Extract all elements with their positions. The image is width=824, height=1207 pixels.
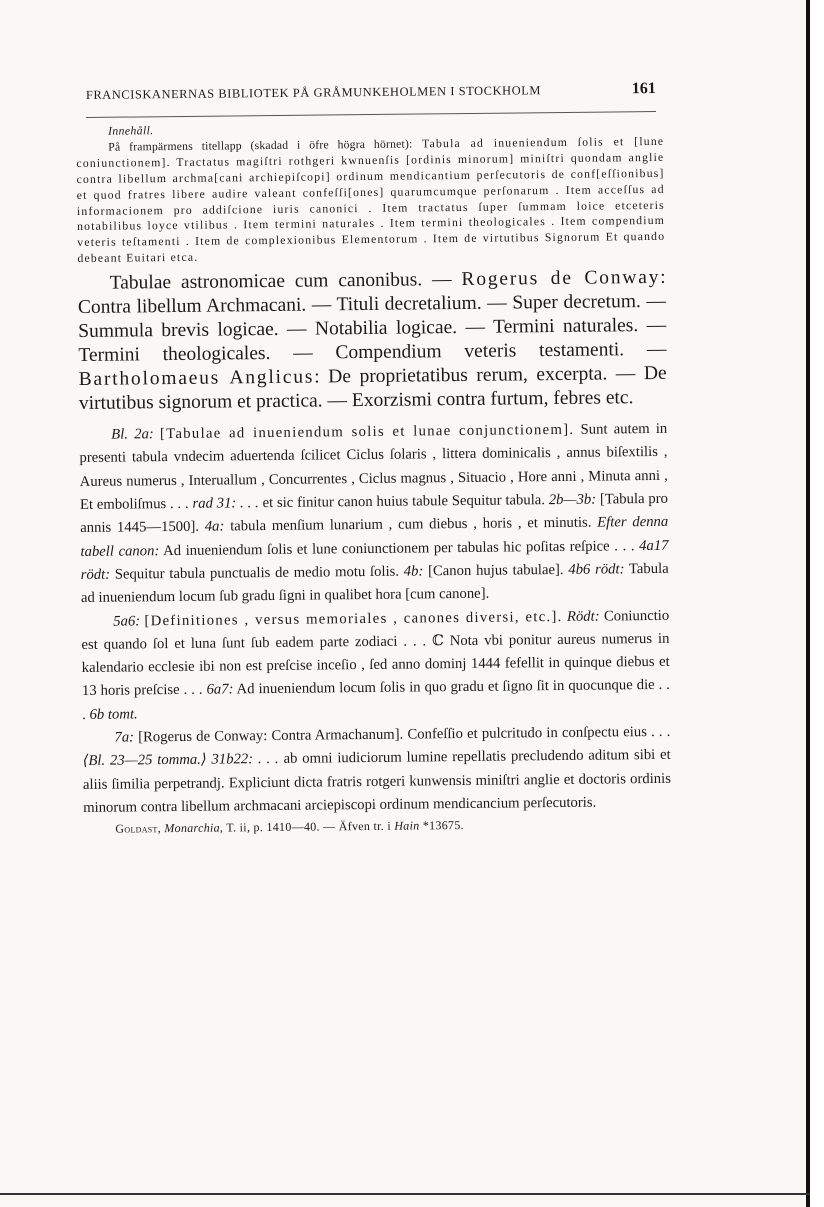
summary-author-rogerus: Rogerus de Conway <box>461 267 661 291</box>
entry-1-title: [Tabulae ad inueniendum solis et lunae conjunctionem]. <box>159 421 575 443</box>
entry-2-text-a: Coniunctio est quando ſol et luna ſunt ſub eadem parte zodiaci . . . ℂ Nota vbi ponitur aureus numerus in kalendario ecclesie ibi non est preſcise inceſio , ſed anno dominj 1444 fefellit in quinque diebus et 13 horis preſcise . . . <box>81 607 670 700</box>
reference-work: Monarchia, <box>164 820 224 836</box>
entry-1-ref-3: 2b—3b: <box>548 491 597 509</box>
entry-1-text-d: tabula menſium lunarium , cum diebus , horis , et minutis. <box>230 514 592 535</box>
entry-3-title: [Rogerus de Conway: Contra Armachanum]. <box>138 726 404 746</box>
catalogue-entry <box>76 118 671 837</box>
entry-1-text-c: [Tabula pro annis 1445—1500]. <box>80 490 669 537</box>
entry-2-title: [Definitiones , versus memoriales , canones diversi, etc.]. <box>144 608 563 629</box>
entry-1-text-b: et sic finitur canon huius tabule Sequitur tabula. <box>262 492 546 512</box>
bibliographic-reference <box>115 816 671 837</box>
entry-1-ref: Bl. 2a: <box>111 426 154 443</box>
summary-part-1: Tabulae astronomicae cum canonibus. — <box>109 269 462 294</box>
entries-body <box>79 418 671 820</box>
entry-3-ref-2: ⟨Bl. 23—25 tomma.⟩ <box>82 751 207 770</box>
entry-3 <box>82 721 671 820</box>
entry-1-ref-8: 4b6 rödt: <box>568 561 625 578</box>
entry-2-text-b: Ad inueniendum locum ſolis in quo gradu et ſigno ſit in quocunque die . . . <box>82 677 671 723</box>
entry-2-ref-4: 6b tomt. <box>89 706 138 723</box>
contents-label: Innehåll. <box>108 124 154 138</box>
entry-1-ref-4: 4a: <box>204 518 225 536</box>
entry-1-text-f: Sequitur tabula punctualis de medio motu ſolis. <box>114 563 400 583</box>
page-bottom-edge <box>0 1193 810 1195</box>
running-header <box>86 80 656 104</box>
header-rule <box>86 111 656 118</box>
page-number: 161 <box>631 80 656 98</box>
entry-1-text-h: Tabula ad inueniendum locum ſub gradu ſigni in qualibet hora [cum canone]. <box>80 560 669 607</box>
entry-1-ref-7: 4b: <box>403 563 424 580</box>
entry-1-ref-5: Efter denna tabell canon: <box>80 514 669 560</box>
entry-1-text-a: Sunt autem in presenti tabula vndecim aduertenda ſcilicet Ciclus ſolaris , littera dominicalis , annus biſextilis , Aureus numerus , Interuallum , Concurrentes , Ciclus magnus , Situacio , Hore anni , Minuta anni , Et emboliſmus . . . <box>79 420 668 514</box>
entry-1-text-g: [Canon hujus tabulae]. <box>427 561 564 580</box>
entry-3-ref: 7a: <box>114 729 135 746</box>
reference-number: *13675. <box>422 818 464 833</box>
entry-2-ref: 5a6: <box>113 612 141 630</box>
summary-block <box>78 266 667 416</box>
reference-hain: Hain <box>394 818 420 833</box>
entry-3-ref-3: 31b22: . . . <box>211 751 279 768</box>
entry-1-ref-2: rad 31: . . . <box>192 495 259 512</box>
entry-3-text-a: Confeſſio et pulcritudo in conſpectu eius . . . <box>407 723 671 743</box>
entry-2 <box>81 604 670 727</box>
reference-author: Goldast, <box>115 821 162 836</box>
entry-1-ref-6: 4a17 rödt: <box>80 537 669 583</box>
summary-part-3: : De proprietatibus rerum, excerpta. — De virtutibus signorum et practica. — Exorzismi contra furtum, febres etc. <box>78 362 667 415</box>
entry-1 <box>79 418 669 611</box>
entry-1-text-e: Ad inueniendum ſolis et lune coniunctionem per tabulas hic poſitas reſpice . . . <box>163 537 635 559</box>
contents-block <box>76 118 665 267</box>
header-title: FRANCISKANERNAS BIBLIOTEK PÅ GRÅMUNKEHOLMEN I STOCKHOLM <box>85 83 542 103</box>
reference-rest: T. ii, p. 1410—40. — Äfven tr. i <box>226 818 392 835</box>
page-edge-shadow <box>806 0 810 1207</box>
contents-text: Tabula ad inueniendum ſolis et [lune coniunctionem]. Tractatus magiſtri rothgeri kwnuenſis [ordinis minorum] miniſtri quondam anglie contra libellum archma[cani archiepiſcopi] ordinum mendicantium perſecutoris de conf[eſſionibus] et quod fratres libere audire valeant confeſſi[ones] quarumcumque perſonarum . Item acceſſus ad informacionem pro addiſcione iuris canonici . Item tractatus ſuper ſummam loice etceteris notabilibus loyce vtilibus . Item termini naturales . Item termini theologicales . Item compendium veteris teſtamenti . Item de complexionibus Elementorum . Item de virtutibus Signorum Et quando debeant Euitari etca. <box>76 134 666 266</box>
summary-part-2: : Contra libellum Archmacani. — Tituli decretalium. — Super decretum. — Summula brevis logicae. — Notabilia logicae. — Termini naturales. — Termini theologicales. — Compendium veteris testamenti. — <box>77 266 667 367</box>
entry-2-ref-2: Rödt: <box>566 608 600 625</box>
entry-3-text-b: ab omni iudiciorum lumine repellatis precludendo aditum sibi et aliis ſimilia perpetrandj. Expliciunt dicta fratris rotgeri kunwensis miniſtri anglie et doctoris ordinis minorum contra libellum archmacani arciepiscopi ordinum mendicancium perſecutoris. <box>82 747 671 816</box>
contents-lead: På frampärmens titellapp (skadad i öfre högra hörnet): <box>108 137 413 154</box>
entry-2-ref-3: 6a7: <box>206 681 234 699</box>
summary-author-bartholomaeus: Bartholomaeus Anglicus <box>78 366 315 391</box>
